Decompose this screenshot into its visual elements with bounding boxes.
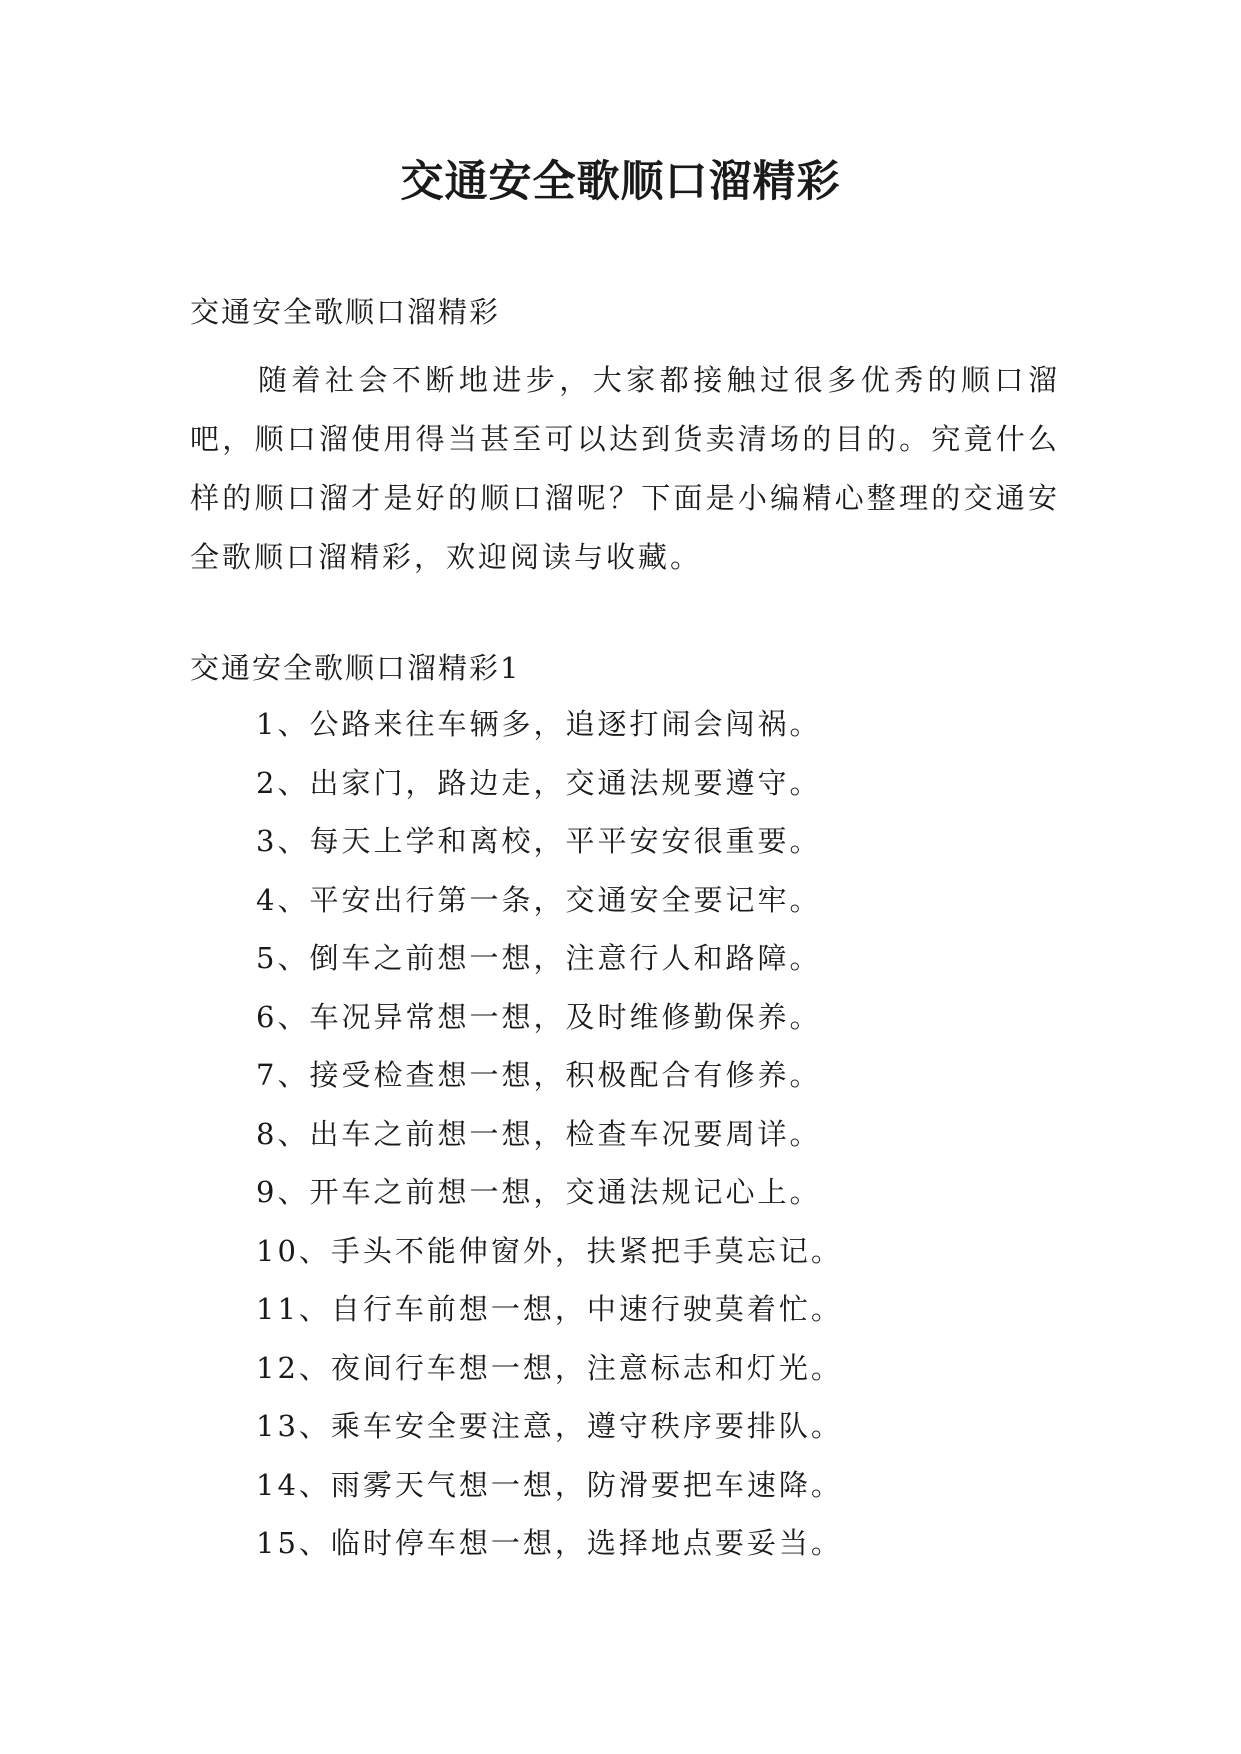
list-item: 1、公路来往车辆多，追逐打闹会闯祸。: [256, 707, 822, 741]
document-subtitle: 交通安全歌顺口溜精彩: [190, 295, 501, 329]
list-item: 11、自行车前想一想，中速行驶莫着忙。: [256, 1292, 843, 1326]
list-item: 10、手头不能伸窗外，扶紧把手莫忘记。: [256, 1233, 843, 1268]
document-title: 交通安全歌顺口溜精彩: [400, 157, 841, 207]
list-item: 5、倒车之前想一想，注意行人和路障。: [256, 941, 822, 975]
list-item: 3、每天上学和离校，平平安安很重要。: [256, 824, 822, 858]
intro-paragraph: 随着社会不断地进步，大家都接触过很多优秀的顺口溜吧，顺口溜使用得当甚至可以达到货卖清场的目的。究竟什么样的顺口溜才是好的顺口溜呢？下面是小编精心整理的交通安全歌顺口溜精彩，欢迎阅读与收藏。: [190, 363, 1060, 574]
list-item: 12、夜间行车想一想，注意标志和灯光。: [256, 1350, 843, 1385]
list-item: 15、临时停车想一想，选择地点要妥当。: [256, 1526, 843, 1560]
list-item: 7、接受检查想一想，积极配合有修养。: [256, 1058, 822, 1092]
section-heading: 交通安全歌顺口溜精彩1: [190, 651, 521, 685]
list-item: 9、开车之前想一想，交通法规记心上。: [256, 1175, 822, 1209]
list-item: 8、出车之前想一想，检查车况要周详。: [256, 1116, 822, 1151]
list-item: 2、出家门，路边走，交通法规要遵守。: [256, 765, 822, 800]
rhyme-list: [256, 704, 843, 1582]
list-item: 4、平安出行第一条，交通安全要记牢。: [256, 882, 822, 917]
list-item: 6、车况异常想一想，及时维修勤保养。: [256, 999, 822, 1034]
list-item: 13、乘车安全要注意，遵守秩序要排队。: [256, 1409, 843, 1443]
list-item: 14、雨雾天气想一想，防滑要把车速降。: [256, 1467, 843, 1502]
